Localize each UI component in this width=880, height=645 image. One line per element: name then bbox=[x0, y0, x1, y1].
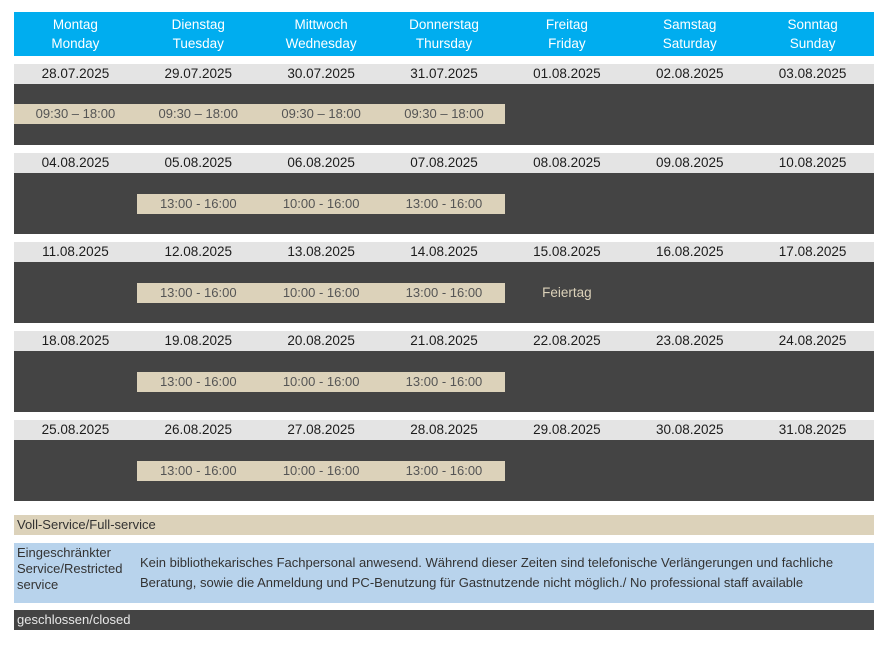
date-cell: 30.07.2025 bbox=[287, 66, 355, 81]
date-cell: 13.08.2025 bbox=[287, 244, 355, 259]
full-service-slot: 13:00 - 16:00 bbox=[383, 461, 506, 481]
weekday-header-cell bbox=[628, 12, 751, 56]
date-cell: 08.08.2025 bbox=[533, 155, 601, 170]
full-service-slot: 09:30 – 18:00 bbox=[383, 104, 506, 124]
date-cell: 28.08.2025 bbox=[410, 422, 478, 437]
date-cell: 18.08.2025 bbox=[41, 333, 110, 348]
weekday-english: Sunday bbox=[789, 36, 836, 51]
date-cell: 15.08.2025 bbox=[533, 244, 601, 259]
weekday-header-cell bbox=[505, 12, 628, 56]
full-service-slot: 13:00 - 16:00 bbox=[383, 194, 506, 214]
date-cell: 21.08.2025 bbox=[410, 333, 478, 348]
date-cell: 31.07.2025 bbox=[410, 66, 478, 81]
legend-restricted-service bbox=[14, 543, 874, 603]
weekday-header-cell bbox=[14, 12, 137, 56]
weekday-english: Tuesday bbox=[172, 36, 224, 51]
date-cell: 09.08.2025 bbox=[655, 155, 724, 170]
full-service-slot: 13:00 - 16:00 bbox=[137, 372, 260, 392]
date-row bbox=[14, 420, 874, 440]
weekday-german: Samstag bbox=[663, 17, 717, 32]
full-service-slot: 10:00 - 16:00 bbox=[260, 283, 383, 303]
legend-closed-label: geschlossen/closed bbox=[17, 612, 131, 627]
legend-full-service-label: Voll-Service/Full-service bbox=[17, 517, 156, 532]
legend-restricted-description: Kein bibliothekarisches Fachpersonal anwesend. Während dieser Zeiten sind telefonische Verlängerungen und fachliche Beratung, sowie die Anmeldung und PC-Benutzung für Gastnutzende nicht möglich./ No professional staff available bbox=[140, 555, 834, 590]
date-cell: 11.08.2025 bbox=[42, 244, 109, 259]
date-cell: 06.08.2025 bbox=[287, 155, 355, 170]
weekday-english: Thursday bbox=[415, 36, 473, 51]
date-cell: 17.08.2025 bbox=[778, 244, 847, 259]
date-cell: 02.08.2025 bbox=[655, 66, 724, 81]
opening-hours-calendar bbox=[14, 12, 874, 501]
date-cell: 26.08.2025 bbox=[164, 422, 233, 437]
date-cell: 31.08.2025 bbox=[778, 422, 847, 437]
week-block bbox=[14, 242, 874, 323]
date-cell: 12.08.2025 bbox=[164, 244, 233, 259]
weekday-header-cell bbox=[751, 12, 874, 56]
full-service-slot: 13:00 - 16:00 bbox=[383, 372, 506, 392]
legend-full-service bbox=[14, 515, 874, 535]
full-service-slot: 10:00 - 16:00 bbox=[260, 461, 383, 481]
date-cell: 16.08.2025 bbox=[655, 244, 724, 259]
date-cell: 30.08.2025 bbox=[655, 422, 724, 437]
date-cell: 23.08.2025 bbox=[655, 333, 724, 348]
date-cell: 04.08.2025 bbox=[41, 155, 110, 170]
date-cell: 22.08.2025 bbox=[533, 333, 601, 348]
week-hours-row bbox=[14, 351, 874, 412]
date-cell: 14.08.2025 bbox=[410, 244, 478, 259]
date-cell: 19.08.2025 bbox=[164, 333, 233, 348]
weekday-english: Wednesday bbox=[285, 36, 357, 51]
full-service-slot: 10:00 - 16:00 bbox=[260, 372, 383, 392]
weekday-german: Donnerstag bbox=[409, 17, 479, 32]
week-block bbox=[14, 420, 874, 501]
legend-restricted-title: Eingeschränkter Service/Restricted service bbox=[17, 545, 123, 592]
holiday-note: Feiertag bbox=[542, 285, 592, 300]
full-service-slot: 13:00 - 16:00 bbox=[383, 283, 506, 303]
week-block bbox=[14, 64, 874, 145]
weekday-english: Saturday bbox=[662, 36, 717, 51]
weekday-german: Sonntag bbox=[787, 17, 838, 32]
full-service-slot: 09:30 – 18:00 bbox=[14, 104, 137, 124]
weekday-header-cell bbox=[383, 12, 506, 56]
full-service-slot: 09:30 – 18:00 bbox=[137, 104, 260, 124]
date-cell: 01.08.2025 bbox=[533, 66, 601, 81]
date-cell: 05.08.2025 bbox=[164, 155, 233, 170]
weekday-english: Friday bbox=[548, 36, 586, 51]
legend-closed bbox=[14, 610, 874, 630]
date-row bbox=[14, 331, 874, 351]
week-block bbox=[14, 331, 874, 412]
weekday-header bbox=[14, 12, 874, 56]
full-service-slot: 13:00 - 16:00 bbox=[137, 461, 260, 481]
full-service-slot: 10:00 - 16:00 bbox=[260, 194, 383, 214]
date-cell: 10.08.2025 bbox=[778, 155, 847, 170]
date-cell: 07.08.2025 bbox=[410, 155, 478, 170]
date-cell: 20.08.2025 bbox=[287, 333, 355, 348]
weekday-header-cell bbox=[137, 12, 260, 56]
date-row bbox=[14, 153, 874, 173]
week-hours-row bbox=[14, 440, 874, 501]
date-cell: 29.07.2025 bbox=[164, 66, 233, 81]
date-cell: 24.08.2025 bbox=[778, 333, 847, 348]
date-row bbox=[14, 242, 874, 262]
date-row bbox=[14, 64, 874, 84]
week-hours-row bbox=[14, 262, 874, 323]
date-cell: 28.07.2025 bbox=[41, 66, 110, 81]
weekday-german: Mittwoch bbox=[294, 17, 348, 32]
week-hours-row bbox=[14, 173, 874, 234]
full-service-slot: 13:00 - 16:00 bbox=[137, 283, 260, 303]
week-block bbox=[14, 153, 874, 234]
weekday-german: Dienstag bbox=[171, 17, 225, 32]
full-service-slot: 09:30 – 18:00 bbox=[260, 104, 383, 124]
date-cell: 25.08.2025 bbox=[41, 422, 110, 437]
date-cell: 29.08.2025 bbox=[533, 422, 601, 437]
weekday-german: Montag bbox=[52, 17, 98, 32]
weekday-header-cell bbox=[260, 12, 383, 56]
date-cell: 27.08.2025 bbox=[287, 422, 355, 437]
date-cell: 03.08.2025 bbox=[778, 66, 847, 81]
weekday-german: Freitag bbox=[545, 17, 588, 32]
full-service-slot: 13:00 - 16:00 bbox=[137, 194, 260, 214]
week-hours-row bbox=[14, 84, 874, 145]
weekday-english: Monday bbox=[51, 36, 100, 51]
